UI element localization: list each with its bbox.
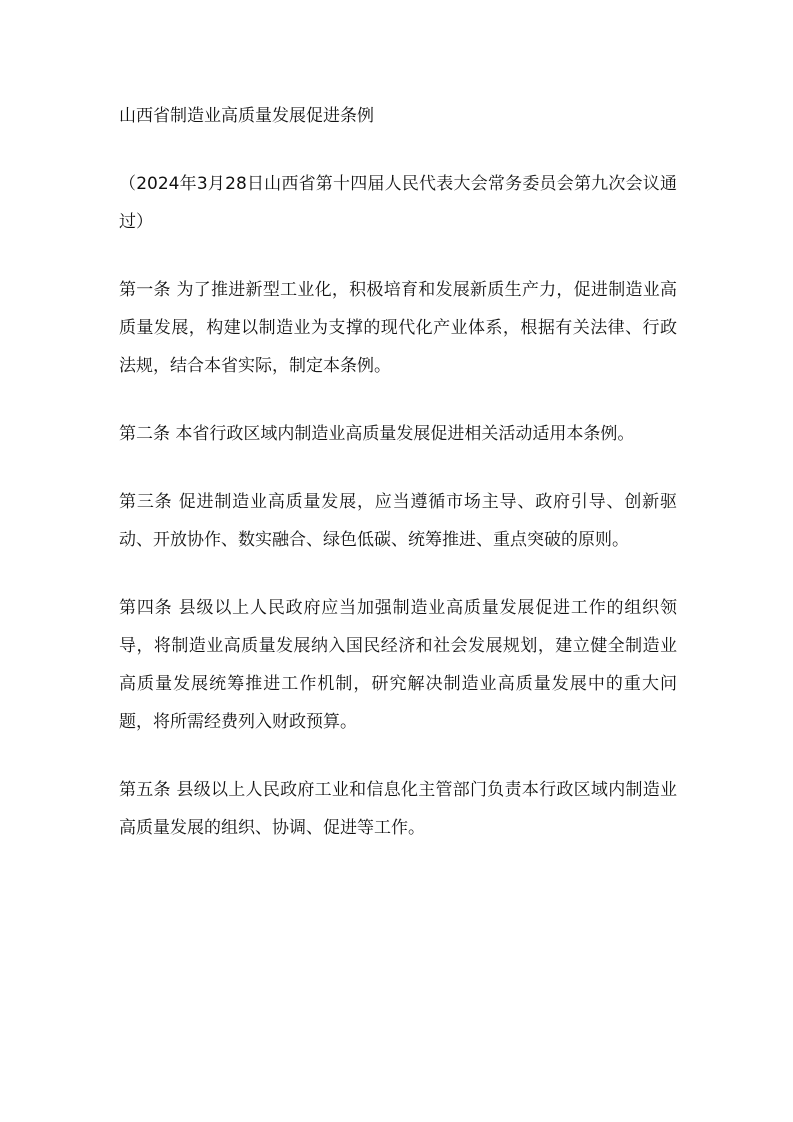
document-title: 山西省制造业高质量发展促进条例 [119, 106, 374, 126]
article-1: 第一条 为了推进新型工业化，积极培育和发展新质生产力，促进制造业高质量发展，构建以制造业为支撑的现代化产业体系，根据有关法律、行政法规，结合本省实际，制定本条例。 [119, 280, 677, 376]
adoption-note: （2024年3月28日山西省第十四届人民代表大会常务委员会第九次会议通过） [119, 174, 677, 232]
article-4: 第四条 县级以上人民政府应当加强制造业高质量发展促进工作的组织领导，将制造业高质量发展纳入国民经济和社会发展规划，建立健全制造业高质量发展统筹推进工作机制，研究解决制造业高质量发展中的重大问题，将所需经费列入财政预算。 [119, 598, 677, 732]
article-3: 第三条 促进制造业高质量发展，应当遵循市场主导、政府引导、创新驱动、开放协作、数实融合、绿色低碳、统筹推进、重点突破的原则。 [119, 492, 677, 550]
document-body [119, 97, 677, 877]
article-2: 第二条 本省行政区域内制造业高质量发展促进相关活动适用本条例。 [119, 424, 635, 444]
article-5: 第五条 县级以上人民政府工业和信息化主管部门负责本行政区域内制造业高质量发展的组织、协调、促进等工作。 [119, 780, 677, 838]
